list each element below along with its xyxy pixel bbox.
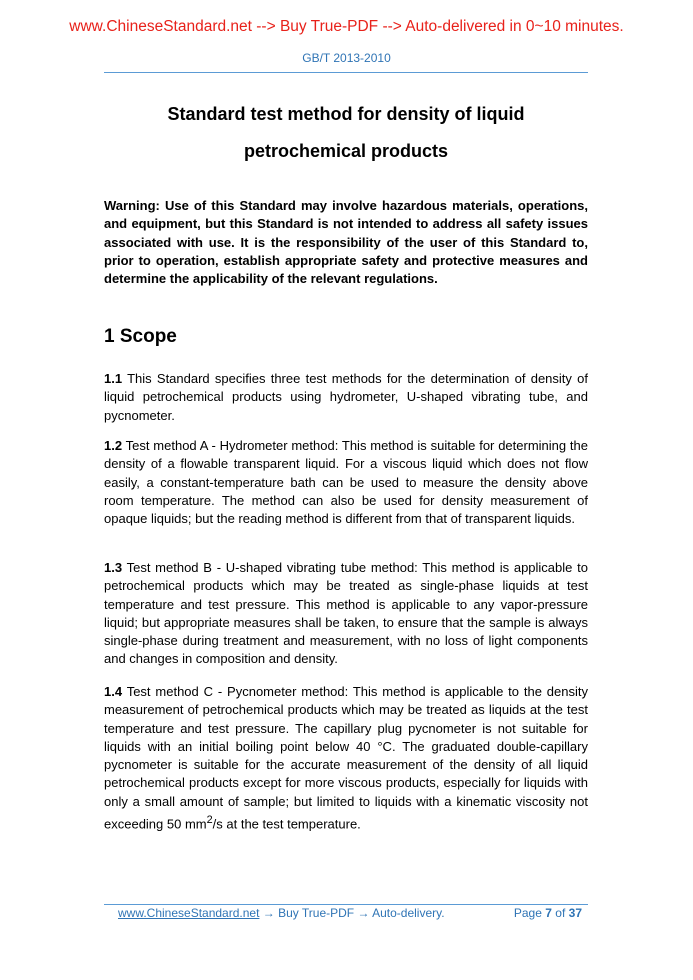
footer-text: → Buy True-PDF → Auto-delivery. bbox=[259, 906, 445, 920]
top-banner: www.ChineseStandard.net --> Buy True-PDF --> Auto-delivered in 0~10 minutes. bbox=[69, 18, 624, 35]
document-number: GB/T 2013-2010 bbox=[302, 51, 391, 65]
footer bbox=[118, 906, 582, 920]
footer-divider bbox=[104, 904, 588, 905]
page-of: of bbox=[555, 906, 566, 920]
clause-text: Test method B - U-shaped vibrating tube method: This method is applicable to petrochemical products which may be treated as single-phase liquids at test temperature and test pressure. This method is applicable to any vapor-pressure liquid; but appropriate measures shall be taken, to ensure that the sample is always single-phase during treatment and measurement, with no loss of light components and changes in composition and density. bbox=[104, 560, 588, 667]
clause-number: 1.1 bbox=[104, 371, 123, 386]
clause-text-tail: /s at the test temperature. bbox=[212, 816, 361, 832]
page-label: Page bbox=[513, 906, 542, 920]
clause-number: 1.3 bbox=[104, 560, 123, 575]
page-current: 7 bbox=[545, 906, 552, 920]
clause-text: This Standard specifies three test methods for the determination of density of liquid petrochemical products using hydrometer, U-shaped vibrating tube, and pycnometer. bbox=[104, 371, 588, 423]
clause-text: Test method A - Hydrometer method: This method is suitable for determining the density of a flowable transparent liquid. For a viscous liquid which does not flow easily, a constant-temperature bath can be used to measure the density above room temperature. The method can also be used for density measurement of opaque liquids; but the reading method is different from that of transparent liquids. bbox=[104, 438, 588, 527]
clause-number: 1.2 bbox=[104, 438, 123, 453]
superscript: 2 bbox=[206, 814, 213, 827]
header-divider bbox=[104, 72, 588, 73]
title-line-1: Standard test method for density of liquid bbox=[167, 104, 525, 124]
section-heading: 1 Scope bbox=[104, 326, 177, 347]
paragraph-1-4 bbox=[104, 683, 588, 834]
paragraph-1-2 bbox=[104, 437, 588, 528]
page-total: 37 bbox=[568, 906, 582, 920]
clause-number: 1.4 bbox=[104, 684, 123, 699]
clause-text: Test method C - Pycnometer method: This method is applicable to the density measurement of petrochemical products which may be treated as liquids at the test temperature and test pressure. The capillary plug pycnometer is not suitable for liquids with an initial boiling point below 40 °C. The graduated double-capillary pycnometer is suitable for the accurate measurement of the density of all liquid petrochemical products except for more viscous products, especially for liquids with only a small amount of sample; but limited to liquids with a kinematic viscosity not exceeding 50 mm bbox=[104, 684, 588, 832]
page-indicator bbox=[514, 906, 582, 920]
paragraph-1-1 bbox=[104, 370, 588, 425]
footer-website-link[interactable]: www.ChineseStandard.net bbox=[118, 906, 260, 920]
paragraph-1-3 bbox=[104, 559, 588, 669]
warning-notice: Warning: Use of this Standard may involve hazardous materials, operations, and equipment, but this Standard is not intended to address all safety issues associated with use. It is the responsibility of the user of this Standard to, prior to operation, establish appropriate safety and protective measures and determine the applicability of the relevant regulations. bbox=[104, 198, 588, 287]
title-line-2: petrochemical products bbox=[243, 141, 449, 161]
